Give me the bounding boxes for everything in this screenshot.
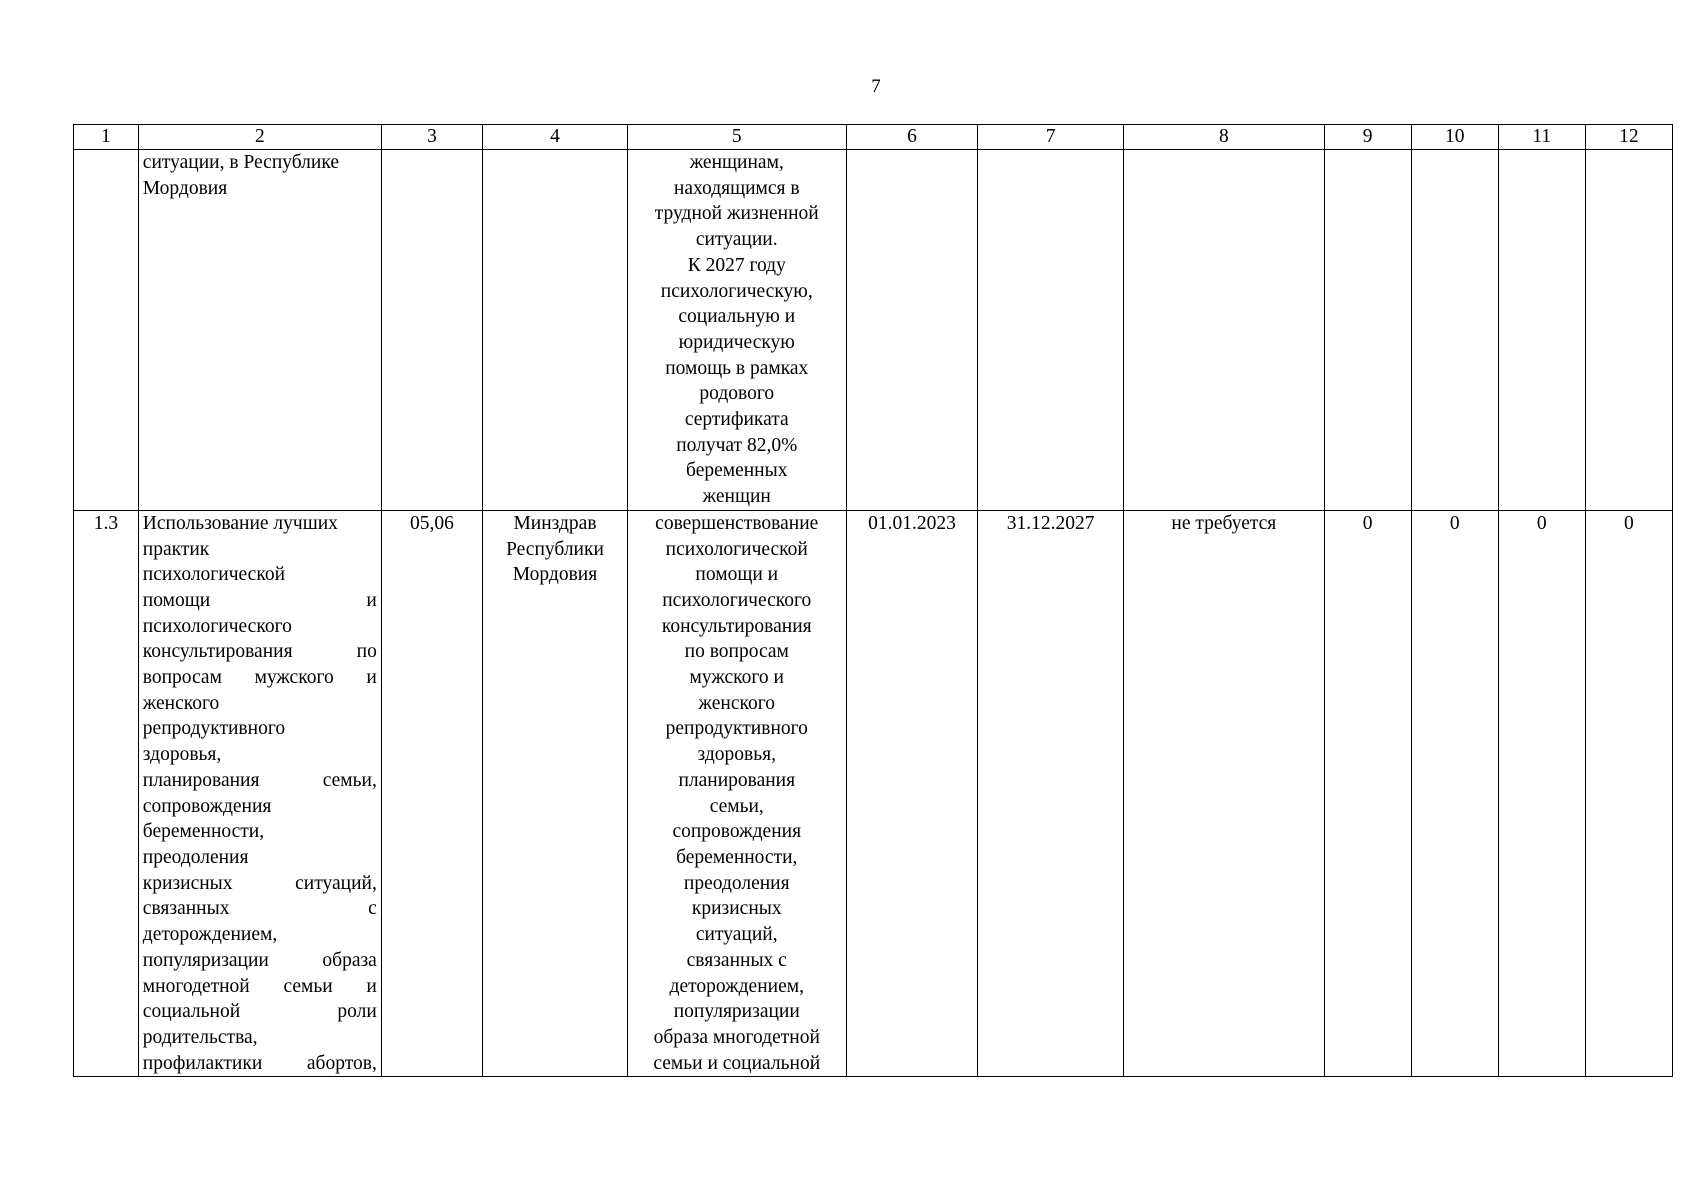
- header-cell-8: 8: [1124, 125, 1325, 150]
- result-line: здоровья,: [697, 744, 776, 766]
- cont-col5-line: К 2027 году: [687, 254, 786, 276]
- activity-line: психологического: [142, 615, 292, 637]
- activity-line: деторождением,: [142, 924, 278, 946]
- result-cell: [627, 510, 846, 1076]
- result-line: сопровождения: [672, 821, 802, 843]
- activity-line: репродуктивного: [142, 718, 286, 740]
- result-line: образа многодетной: [653, 1026, 820, 1048]
- result-line: женского: [698, 692, 775, 714]
- result-line: мужского и: [689, 667, 784, 689]
- activity-line: Использование лучших: [142, 512, 338, 534]
- header-cell-11: 11: [1498, 125, 1585, 150]
- table-row-1-3: [74, 510, 1673, 1076]
- value-cell-9: 0: [1324, 510, 1411, 1076]
- cont-cell-8: [1124, 150, 1325, 511]
- value-cell-11: 0: [1498, 510, 1585, 1076]
- cont-cell-2: [138, 150, 381, 511]
- value-cell-10: 0: [1411, 510, 1498, 1076]
- activity-name-lines: [143, 511, 377, 1076]
- result-line: психологического: [662, 589, 812, 611]
- result-line: консультирования: [661, 615, 812, 637]
- header-cell-2: 2: [138, 125, 381, 150]
- activity-line: социальной роли: [142, 1001, 377, 1023]
- start-date-cell: 01.01.2023: [846, 510, 978, 1076]
- responsible-lines: [487, 511, 623, 588]
- cont-col5-lines: [632, 150, 842, 510]
- cont-col5-line: сертификата: [684, 409, 789, 431]
- cont-col5-line: помощь в рамках: [665, 357, 809, 379]
- activity-name-cell: [138, 510, 381, 1076]
- table-row-continued: [74, 150, 1673, 511]
- result-lines: [632, 511, 842, 1076]
- activity-line: популяризации образа: [142, 949, 377, 971]
- activity-line: родительства,: [142, 1026, 258, 1048]
- activity-line: профилактики абортов,: [142, 1052, 377, 1074]
- header-cell-4: 4: [483, 125, 628, 150]
- activity-line: консультирования по: [142, 641, 377, 663]
- cont-cell-1: [74, 150, 139, 511]
- activity-line: вопросам мужского и: [142, 667, 377, 689]
- cont-col2-lines: [143, 150, 377, 201]
- cont-cell-6: [846, 150, 978, 511]
- requirement-cell: не требуется: [1124, 510, 1325, 1076]
- cont-col5-line: беременных: [686, 460, 788, 482]
- cont-col5-line: социальную и: [678, 306, 796, 328]
- cont-cell-3: [381, 150, 482, 511]
- value-cell-12: 0: [1585, 510, 1672, 1076]
- cont-col5-line: женщинам,: [689, 152, 784, 173]
- activity-line: связанных с: [142, 898, 377, 920]
- cont-col5-line: родового: [699, 383, 775, 405]
- activity-line: практик: [142, 538, 210, 560]
- cont-cell-12: [1585, 150, 1672, 511]
- responsible-line: Мордовия: [512, 564, 598, 586]
- activity-line: преодоления: [142, 846, 249, 868]
- row-number-cell: 1.3: [74, 510, 139, 1076]
- activity-line: кризисных ситуаций,: [142, 872, 377, 894]
- cont-col5-line: женщин: [702, 486, 771, 508]
- cont-cell-10: [1411, 150, 1498, 511]
- header-cell-5: 5: [627, 125, 846, 150]
- header-cell-7: 7: [978, 125, 1124, 150]
- result-line: семьи,: [709, 795, 764, 817]
- responsible-cell: [483, 510, 628, 1076]
- program-table: [73, 124, 1673, 1077]
- end-date-cell: 31.12.2027: [978, 510, 1124, 1076]
- cont-col5-line: трудной жизненной: [654, 203, 819, 225]
- result-line: по вопросам: [684, 641, 789, 663]
- cont-col2-line: ситуации, в Республике: [142, 152, 339, 173]
- header-cell-1: 1: [74, 125, 139, 150]
- activity-line: здоровья,: [142, 744, 222, 766]
- cont-col5-line: получат 82,0%: [676, 434, 798, 456]
- header-cell-3: 3: [381, 125, 482, 150]
- activity-line: многодетной семьи и: [142, 975, 377, 997]
- result-line: планирования: [678, 769, 796, 791]
- cont-cell-7: [978, 150, 1124, 511]
- result-line: связанных с: [686, 949, 787, 971]
- result-line: беременности,: [676, 846, 798, 868]
- cont-col5-line: психологическую,: [660, 280, 813, 302]
- cont-cell-4: [483, 150, 628, 511]
- activity-line: женского: [142, 692, 220, 714]
- header-cell-12: 12: [1585, 125, 1672, 150]
- result-line: деторождением,: [669, 975, 804, 997]
- code-cell: 05,06: [381, 510, 482, 1076]
- cont-cell-9: [1324, 150, 1411, 511]
- header-cell-10: 10: [1411, 125, 1498, 150]
- activity-line: беременности,: [142, 821, 265, 843]
- activity-line: сопровождения: [142, 795, 272, 817]
- result-line: ситуаций,: [695, 924, 778, 946]
- cont-cell-5: [627, 150, 846, 511]
- page-number: 7: [871, 76, 881, 97]
- activity-line: психологической: [142, 564, 286, 586]
- header-cell-9: 9: [1324, 125, 1411, 150]
- result-line: популяризации: [673, 1001, 800, 1023]
- result-line: совершенствование: [655, 512, 819, 534]
- cont-col2-line: Мордовия: [142, 177, 228, 199]
- result-line: семьи и социальной: [653, 1052, 821, 1074]
- result-line: преодоления: [683, 872, 790, 894]
- result-line: психологической: [665, 538, 808, 560]
- header-cell-6: 6: [846, 125, 978, 150]
- cont-col5-line: юридическую: [678, 331, 795, 353]
- header-row: [74, 125, 1673, 150]
- result-line: помощи и: [695, 564, 779, 586]
- cont-col5-line: находящимся в: [673, 177, 800, 199]
- activity-line: планирования семьи,: [142, 769, 377, 791]
- cont-col5-line: ситуации.: [695, 229, 778, 251]
- responsible-line: Минздрав: [513, 512, 597, 534]
- result-line: репродуктивного: [665, 718, 808, 740]
- cont-cell-11: [1498, 150, 1585, 511]
- activity-line: помощи и: [142, 589, 377, 611]
- responsible-line: Республики: [506, 538, 604, 560]
- result-line: кризисных: [691, 898, 782, 920]
